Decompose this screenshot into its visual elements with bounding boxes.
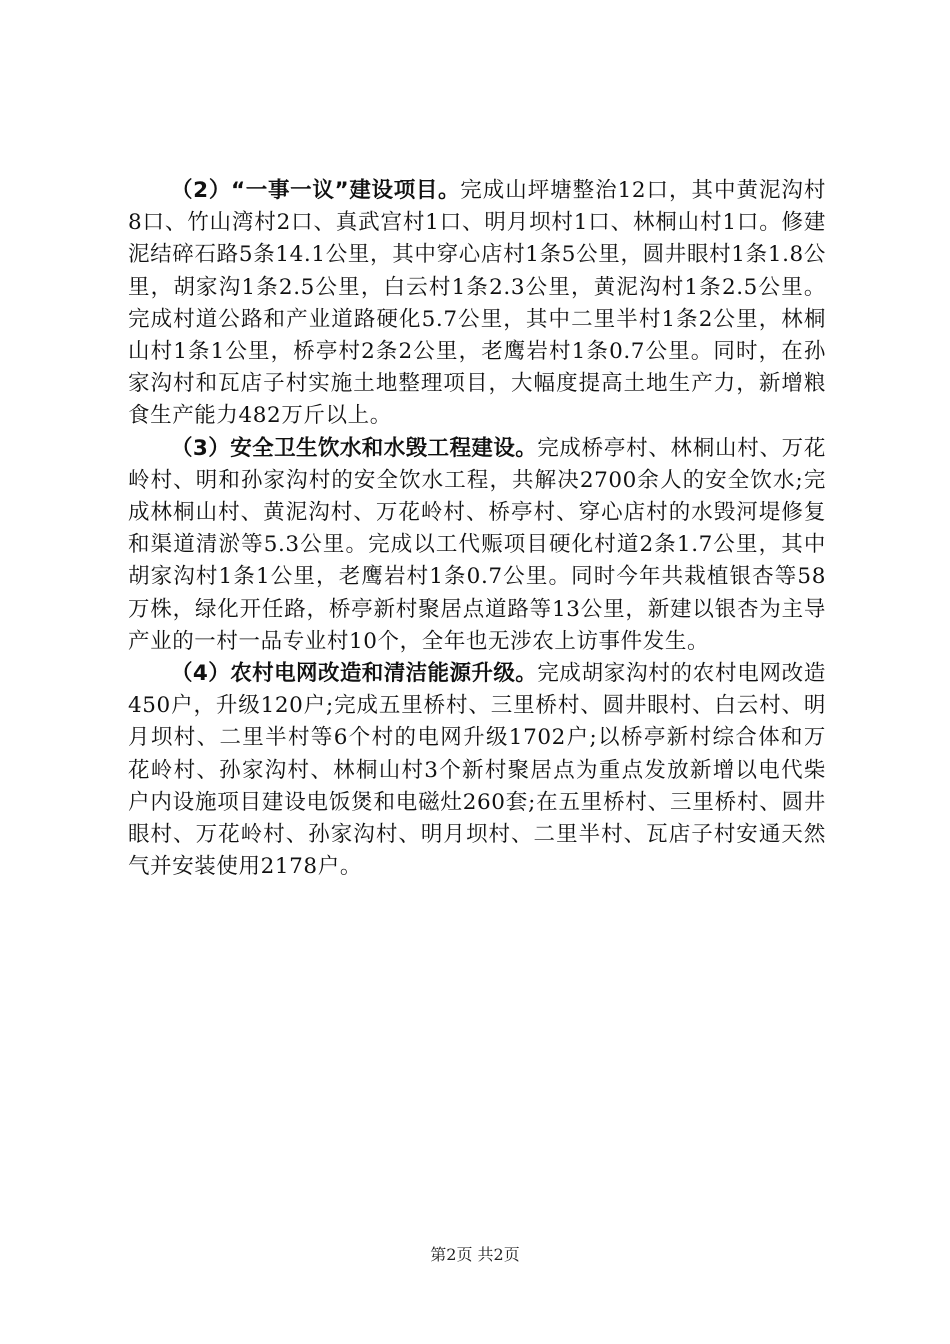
page-number-footer: 第2页 共2页 (430, 1245, 520, 1264)
paragraph-heading: （4）农村电网改造和清洁能源升级。 (171, 661, 538, 687)
document-body (128, 175, 826, 883)
paragraph-item-2 (128, 175, 826, 433)
paragraph-heading: （3）安全卫生饮水和水毁工程建设。 (171, 435, 538, 461)
paragraph-text: 完成山坪塘整治12口，其中黄泥沟村8口、竹山湾村2口、真武宫村1口、明月坝村1口、林桐山村1口。修建泥结碎石路5条14.1公里，其中穿心店村1条5公里，圆井眼村1条1.8公里，胡家沟1条2.5公里，白云村1条2.3公里，黄泥沟村1条2.5公里。完成村道公路和产业道路硬化5.7公里，其中二里半村1条2公里，林桐山村1条1公里，桥亭村2条2公里，老鹰岩村1条0.7公里。同时，在孙家沟村和瓦店子村实施土地整理项目，大幅度提高土地生产力，新增粮食生产能力482万斤以上。 (128, 178, 827, 429)
paragraph-item-4 (128, 658, 826, 883)
paragraph-heading: （2）“一事一议”建设项目。 (171, 178, 461, 203)
paragraph-item-3 (128, 433, 826, 658)
paragraph-text: 完成胡家沟村的农村电网改造450户，升级120户;完成五里桥村、三里桥村、圆井眼村、白云村、明月坝村、二里半村等6个村的电网升级1702户;以桥亭新村综合体和万花岭村、孙家沟村、林桐山村3个新村聚居点为重点发放新增以电代柴户内设施项目建设电饭煲和电磁灶260套;在五里桥村、三里桥村、圆井眼村、万花岭村、孙家沟村、明月坝村、二里半村、瓦店子村安通天然气并安装使用2178户。 (128, 661, 826, 880)
paragraph-text: 完成桥亭村、林桐山村、万花岭村、明和孙家沟村的安全饮水工程，共解决2700余人的安全饮水;完成林桐山村、黄泥沟村、万花岭村、桥亭村、穿心店村的水毁河堤修复和渠道清淤等5.3公里。完成以工代赈项目硬化村道2条1.7公里，其中胡家沟村1条1公里，老鹰岩村1条0.7公里。同时今年共栽植银杏等58万株，绿化开任路，桥亭新村聚居点道路等13公里，新建以银杏为主导产业的一村一品专业村10个，全年也无涉农上访事件发生。 (128, 435, 826, 654)
